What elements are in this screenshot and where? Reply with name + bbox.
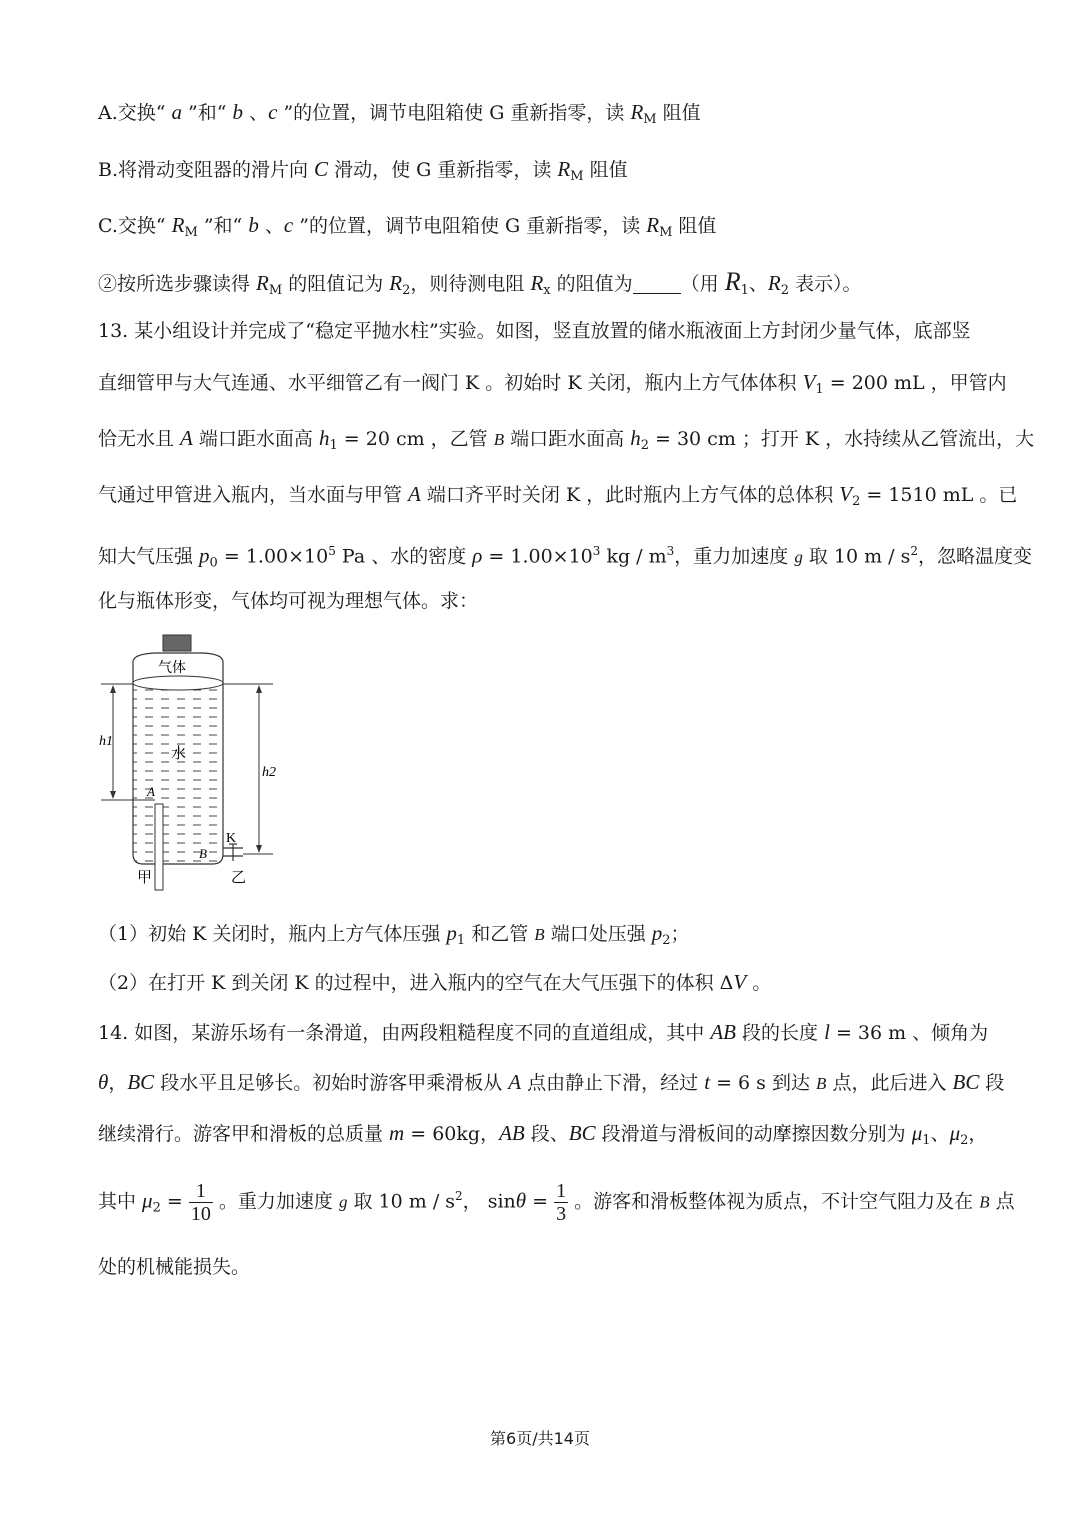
- label-b: B: [199, 846, 207, 861]
- page-footer: 第6页/共14页: [490, 1429, 590, 1448]
- bottle-cap: [163, 635, 191, 651]
- step-2: ②按所选步骤读得 $R_M$ 的阻值记为 $R_2$，则待测电阻 $R_x$ 的阻值为 （用 $R_1$、$R_2$ 表示）。: [98, 267, 862, 298]
- label-water: 水: [171, 746, 187, 762]
- label-yi: 乙: [231, 870, 247, 886]
- q13-line-4: 气通过甲管进入瓶内，当水面与甲管 A 端口齐平时关闭 K ，此时瓶内上方气体的总体积 $V_2 = 1510$ mL 。已: [98, 482, 1018, 509]
- option-a: A.交换“ a ”和“ b 、c ”的位置，调节电阻箱使 G 重新指零，读 $R_M$ 阻值: [98, 100, 701, 127]
- label-a: A: [147, 784, 155, 799]
- q13-line-6: 化与瓶体形变，气体均可视为理想气体。求：: [98, 590, 479, 612]
- q14-line-1: 14. 如图，某游乐场有一条滑道，由两段粗糙程度不同的直道组成，其中 AB 段的长度 l = 36 m 、倾角为: [98, 1020, 989, 1044]
- option-b: B.将滑动变阻器的滑片向 C 滑动，使 G 重新指零，读 $R_M$ 阻值: [98, 157, 628, 184]
- label-h1: h1: [99, 734, 113, 749]
- q13-sub-2: （2）在打开 K 到关闭 K 的过程中，进入瓶内的空气在大气压强下的体积 ΔV 。: [98, 970, 772, 994]
- q14-line-2: θ，BC 段水平且足够长。初始时游客甲乘滑板从 A 点由静止下滑，经过 t = 6 s 到达 B 点，此后进入 BC 段: [98, 1070, 1005, 1094]
- q14-line-5: 处的机械能损失。: [98, 1256, 251, 1278]
- q14-line-3: 继续滑行。游客甲和滑板的总质量 m = 60kg，AB 段、BC 段滑道与滑板间的动摩擦因数分别为 $\mu_1$、$\mu_2$，: [98, 1121, 988, 1148]
- label-gas: 气体: [158, 661, 186, 676]
- q13-sub-1: （1）初始 K 关闭时，瓶内上方气体压强 $p_1$ 和乙管 B 端口处压强 $p_2$；: [98, 921, 690, 948]
- bottle-figure: [95, 632, 285, 894]
- label-jia: 甲: [137, 870, 153, 886]
- label-k: K: [226, 831, 237, 846]
- label-h2: h2: [262, 765, 276, 780]
- q13-line-3: 恰无水且 A 端口距水面高 $h_1 = 20$ cm ，乙管 B 端口距水面高 $h_2 = 30$ cm ；打开 K ，水持续从乙管流出，大: [98, 426, 1035, 453]
- option-c: C.交换“ $R_M$ ”和“ b 、c ”的位置，调节电阻箱使 G 重新指零，读 $R_M$ 阻值: [98, 213, 717, 240]
- q13-line-2: 直细管甲与大气连通、水平细管乙有一阀门 K 。初始时 K 关闭，瓶内上方气体体积 $V_1 = 200$ mL ，甲管内: [98, 370, 1007, 397]
- q13-line-5: 知大气压强 $p_0 = 1.00\times 10^5$ Pa 、水的密度 $\rho = 1.00\times 10^3$ kg / $m^3$，重力加速度 g 取 10 m / $s^2$，忽略温度变: [98, 543, 1033, 571]
- q13-line-1: 13. 某小组设计并完成了“稳定平抛水柱”实验。如图，竖直放置的储水瓶液面上方封闭少量气体，底部竖: [98, 320, 971, 342]
- q14-line-4: 其中 $\mu_2$ = $\frac{1}{10}$ 。重力加速度 g 取 10 m / $s^2$， sinθ = $\frac{1}{3}$ 。游客和滑板整体视为质点，不计空气阻力及在 B 点: [98, 1180, 1015, 1225]
